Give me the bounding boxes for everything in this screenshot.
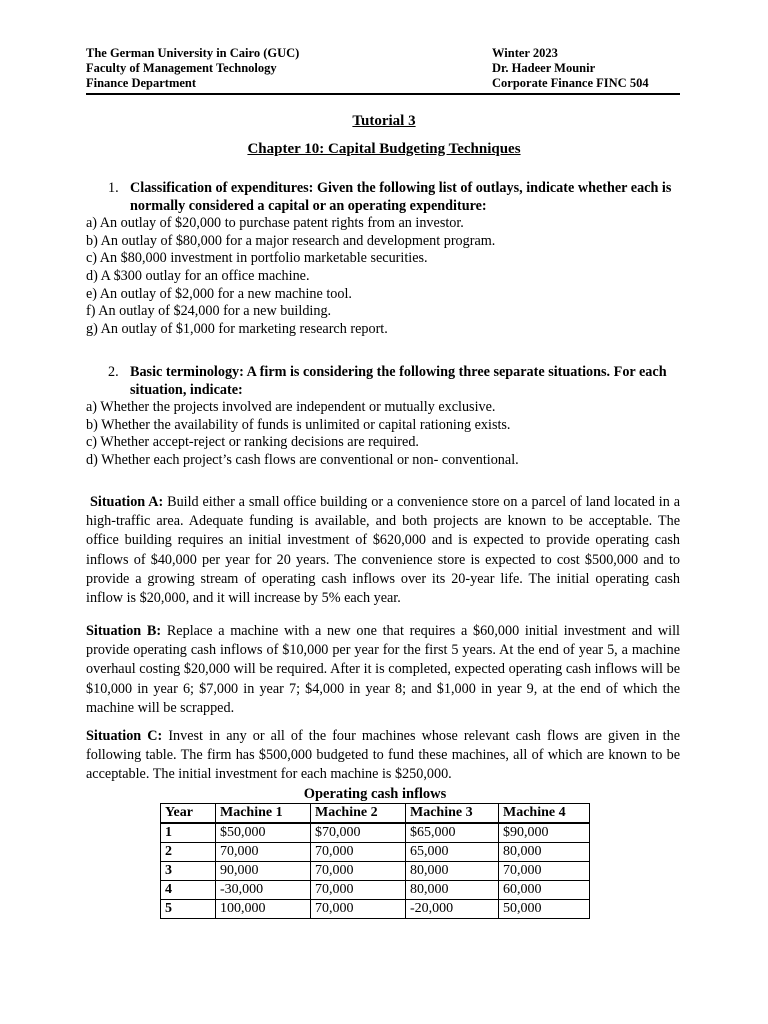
list-item: e) An outlay of $2,000 for a new machine tool. — [86, 285, 352, 302]
tutorial-title: Tutorial 3 — [352, 113, 416, 129]
situation-a-text: Build either a small office building or a convenience store on a parcel of land located in a high-traffic area. Adequate funding is available, and both projects are known to be acceptable. The office building requires an initial investment of $620,000 and is expected to provide operating cash inflows of $40,000 per year for 20 years. The convenience store is expected to cost $500,000 and to provide a growing stream of operating cash inflows over its 20-year life. The initial operating cash inflow is $20,000, and it will increase by 5% each year. — [86, 494, 680, 607]
table-cell: 4 — [161, 881, 216, 900]
table-cell: 50,000 — [499, 900, 590, 919]
header-course: Corporate Finance FINC 504 — [492, 76, 649, 90]
table-row — [161, 900, 590, 919]
table-cell: 5 — [161, 900, 216, 919]
question-1-items — [86, 215, 680, 338]
question-1-label: Classification of expenditures — [130, 180, 309, 196]
table-cell: 2 — [161, 843, 216, 862]
cash-inflows-table — [160, 803, 590, 919]
situation-a — [86, 493, 680, 608]
list-item: f) An outlay of $24,000 for a new building. — [86, 303, 332, 320]
question-1-text: : Given the following list of outlays, indicate whether each is normally considered a capital or an operating expenditure: — [130, 180, 672, 214]
chapter-title: Chapter 10: Capital Budgeting Techniques — [247, 141, 521, 157]
list-item: b) An outlay of $80,000 for a major research and development program. — [86, 232, 496, 249]
table-cell: -20,000 — [406, 900, 499, 919]
table-cell: 1 — [161, 823, 216, 843]
question-1-prompt — [130, 180, 680, 215]
list-item: a) An outlay of $20,000 to purchase patent rights from an investor. — [86, 215, 464, 232]
table-header-row — [161, 804, 590, 824]
header-term: Winter 2023 — [492, 46, 558, 60]
table-row — [161, 823, 590, 843]
column-header: Machine 1 — [216, 804, 311, 824]
column-header: Machine 3 — [406, 804, 499, 824]
list-item: c) Whether accept-reject or ranking decisions are required. — [86, 434, 419, 451]
table-cell: 70,000 — [311, 862, 406, 881]
table-cell: $65,000 — [406, 823, 499, 843]
table-cell: 3 — [161, 862, 216, 881]
situation-c — [86, 727, 680, 785]
table-cell: 70,000 — [499, 862, 590, 881]
situation-c-label: Situation C: — [86, 728, 163, 744]
table-cell: 80,000 — [499, 843, 590, 862]
table-cell: 80,000 — [406, 862, 499, 881]
list-item: b) Whether the availability of funds is unlimited or capital rationing exists. — [86, 416, 511, 433]
table-cell: 70,000 — [216, 843, 311, 862]
table-cell: -30,000 — [216, 881, 311, 900]
table-cell: 80,000 — [406, 881, 499, 900]
list-item: d) Whether each project’s cash flows are conventional or non- conventional. — [86, 451, 519, 468]
table-cell: 70,000 — [311, 881, 406, 900]
table-cell: 70,000 — [311, 900, 406, 919]
header-faculty: Faculty of Management Technology — [86, 61, 277, 75]
situation-a-label: Situation A: — [90, 494, 164, 510]
table-cell: 100,000 — [216, 900, 311, 919]
table-row — [161, 843, 590, 862]
header-left — [86, 46, 299, 91]
question-2 — [86, 364, 680, 470]
list-item: g) An outlay of $1,000 for marketing research report. — [86, 320, 388, 337]
column-header: Year — [161, 804, 216, 824]
list-item: c) An $80,000 investment in portfolio marketable securities. — [86, 250, 428, 267]
table-caption: Operating cash inflows — [303, 786, 447, 802]
table-cell: 90,000 — [216, 862, 311, 881]
situation-b-text: Replace a machine with a new one that requires a $60,000 initial investment and will provide operating cash inflows of $10,000 per year for the first 5 years. At the end of year 5, a machine overhaul costing $20,000 will be required. After it is completed, expected operating cash inflows will be $10,000 in year 6; $7,000 in year 7; $4,000 in year 8; and $1,000 in year 9, at the end of which the machine will be scrapped. — [86, 623, 680, 716]
column-header: Machine 4 — [499, 804, 590, 824]
header-university: The German University in Cairo (GUC) — [86, 46, 300, 60]
situation-c-text: Invest in any or all of the four machines whose relevant cash flows are given in the following table. The firm has $500,000 budgeted to fund these machines, all of which are known to be acceptable. The initial investment for each machine is $250,000. — [86, 728, 681, 783]
table-cell: 65,000 — [406, 843, 499, 862]
question-1 — [86, 180, 680, 338]
header-divider — [86, 93, 680, 95]
table-cell: 70,000 — [311, 843, 406, 862]
header-right — [492, 46, 649, 91]
situation-b-label: Situation B: — [86, 623, 162, 639]
table-cell: 60,000 — [499, 881, 590, 900]
table-row — [161, 881, 590, 900]
list-item: a) Whether the projects involved are independent or mutually exclusive. — [86, 399, 496, 416]
table-cell: $70,000 — [311, 823, 406, 843]
table-row — [161, 862, 590, 881]
situation-b — [86, 622, 680, 718]
column-header: Machine 2 — [311, 804, 406, 824]
header-instructor: Dr. Hadeer Mounir — [492, 61, 596, 75]
question-1-number: 1. — [108, 180, 119, 196]
question-2-number: 2. — [108, 364, 119, 380]
header-department: Finance Department — [86, 76, 197, 90]
list-item: d) A $300 outlay for an office machine. — [86, 267, 310, 284]
table-cell: $50,000 — [216, 823, 311, 843]
table-cell: $90,000 — [499, 823, 590, 843]
question-2-items — [86, 399, 680, 469]
question-2-prompt: Basic terminology: A firm is considering the following three separate situations. For each situation, indicate: — [130, 364, 667, 398]
